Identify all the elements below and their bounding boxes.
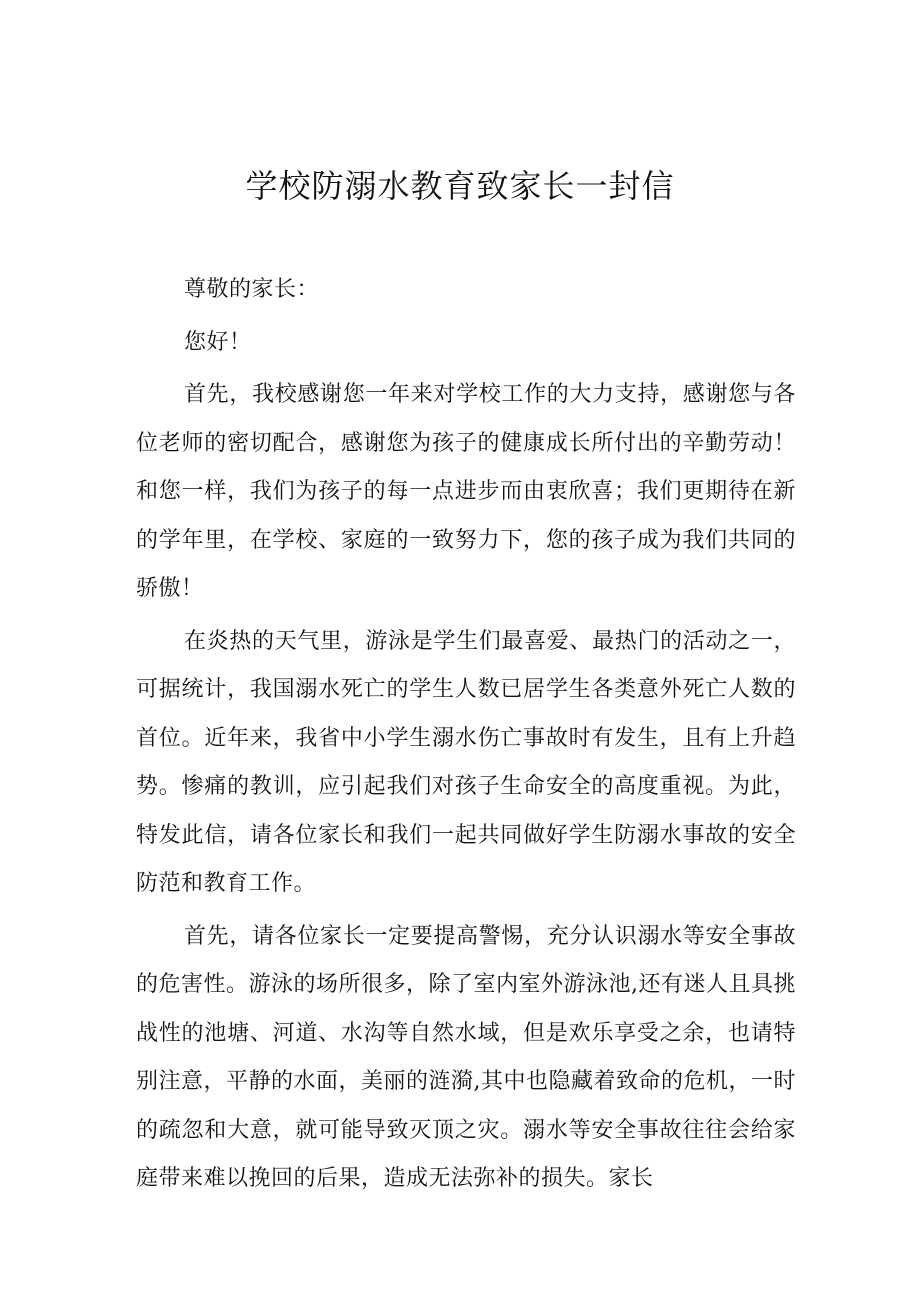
paragraph-thanks: 首先，我校感谢您一年来对学校工作的大力支持，感谢您与各位老师的密切配合，感谢您为孩子的健康成长所付出的辛勤劳动！和您一样，我们为孩子的每一点进步而由衷欣喜；我们更期待在新的学年里，在学校、家庭的一致努力下，您的孩子成为我们共同的骄傲！ <box>136 382 796 601</box>
greeting: 您好！ <box>184 329 252 355</box>
paragraph-drowning-statistics: 在炎热的天气里，游泳是学生们最喜爱、最热门的活动之一，可据统计，我国溺水死亡的学生人数已居学生各类意外死亡人数的首位。近年来，我省中小学生溺水伤亡事故时有发生，且有上升趋势。惨痛的教训，应引起我们对孩子生命安全的高度重视。为此，特发此信，请各位家长和我们一起共同做好学生防溺水事故的安全防范和教育工作。 <box>136 628 796 896</box>
letter-body <box>136 266 796 1204</box>
paragraph-safety-awareness: 首先，请各位家长一定要提高警惕，充分认识溺水等安全事故的危害性。游泳的场所很多，除了室内室外游泳池,还有迷人且具挑战性的池塘、河道、水沟等自然水域，但是欢乐享受之余，也请特别注意，平静的水面，美丽的涟漪,其中也隐藏着致命的危机，一时的疏忽和大意，就可能导致灭顶之灾。溺水等安全事故往往会给家庭带来难以挽回的后果，造成无法弥补的损失。家长 <box>136 923 796 1191</box>
salutation: 尊敬的家长： <box>184 277 320 302</box>
document-title: 学校防溺水教育致家长一封信 <box>245 167 675 205</box>
